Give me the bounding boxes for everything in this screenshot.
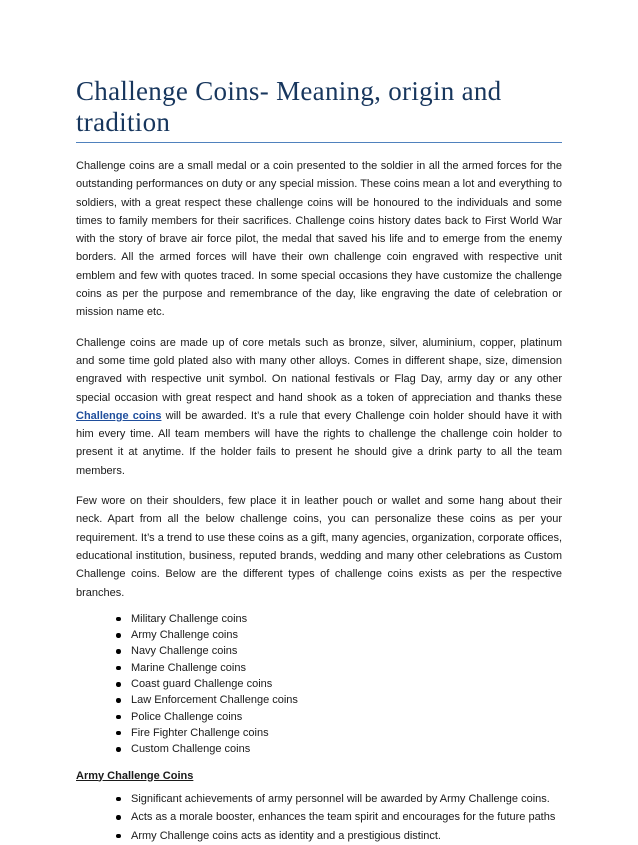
list-item: Significant achievements of army personnel will be awarded by Army Challenge coins. (131, 790, 562, 809)
list-item: Fire Fighter Challenge coins (131, 725, 562, 741)
paragraph-intro: Challenge coins are a small medal or a coin presented to the soldier in all the armed forces for the outstanding performances on duty or any special mission. These coins mean a lot and everything to soldiers, with a great respect these challenge coins will be honoured to the individuals and some times to family members for their sacrifices. Challenge coins history dates back to First World War with the story of brave air force pilot, the medal that saved his life and to emerge from the enemy borders. All the armed forces will have their own challenge coin engraved with respective unit emblem and few with quotes traced. In some special occasions they have customize the challenge coins as per the purpose and remembrance of the day, like engraving the date of celebration or mission name etc. (76, 157, 562, 322)
paragraph-materials (76, 334, 562, 480)
list-item: Acts as a morale booster, enhances the team spirit and encourages for the future paths (131, 808, 562, 827)
challenge-coins-link[interactable]: Challenge coins (76, 410, 161, 422)
army-points-list (76, 790, 562, 845)
coin-types-list (76, 611, 562, 758)
list-item: Military Challenge coins (131, 611, 562, 627)
paragraph-materials-text-2: will be awarded. It’s a rule that every Challenge coin holder should have it with him every time. All team members will have the rights to challenge the challenge coin holder to present it at anytime. If the holder fails to present he should give a drink party to all the team members. (76, 410, 562, 477)
list-item: Law Enforcement Challenge coins (131, 692, 562, 708)
page-title: Challenge Coins- Meaning, origin and tradition (76, 76, 562, 143)
paragraph-usage: Few wore on their shoulders, few place it in leather pouch or wallet and some hang about their neck. Apart from all the below challenge coins, you can personalize these coins as per your requirement. It’s a trend to use these coins as a gift, many agencies, organization, corporate offices, educational institution, business, reputed brands, wedding and many other celebrations as Custom Challenge coins. Below are the different types of challenge coins exists as per the respective branches. (76, 492, 562, 602)
list-item: Navy Challenge coins (131, 643, 562, 659)
list-item: Army Challenge coins (131, 627, 562, 643)
list-item: Marine Challenge coins (131, 660, 562, 676)
list-item: Army Challenge coins acts as identity and a prestigious distinct. (131, 827, 562, 845)
list-item: Police Challenge coins (131, 709, 562, 725)
paragraph-materials-text-1: Challenge coins are made up of core metals such as bronze, silver, aluminium, copper, platinum and some time gold plated also with many other alloys. Comes in different shape, size, dimension engraved with respective unit symbol. On national festivals or Flag Day, army day or any other special occasion with great respect and hand shook as a token of appreciation and thanks these (76, 337, 562, 404)
army-section-heading: Army Challenge Coins (76, 768, 562, 784)
list-item: Custom Challenge coins (131, 741, 562, 757)
list-item: Coast guard Challenge coins (131, 676, 562, 692)
